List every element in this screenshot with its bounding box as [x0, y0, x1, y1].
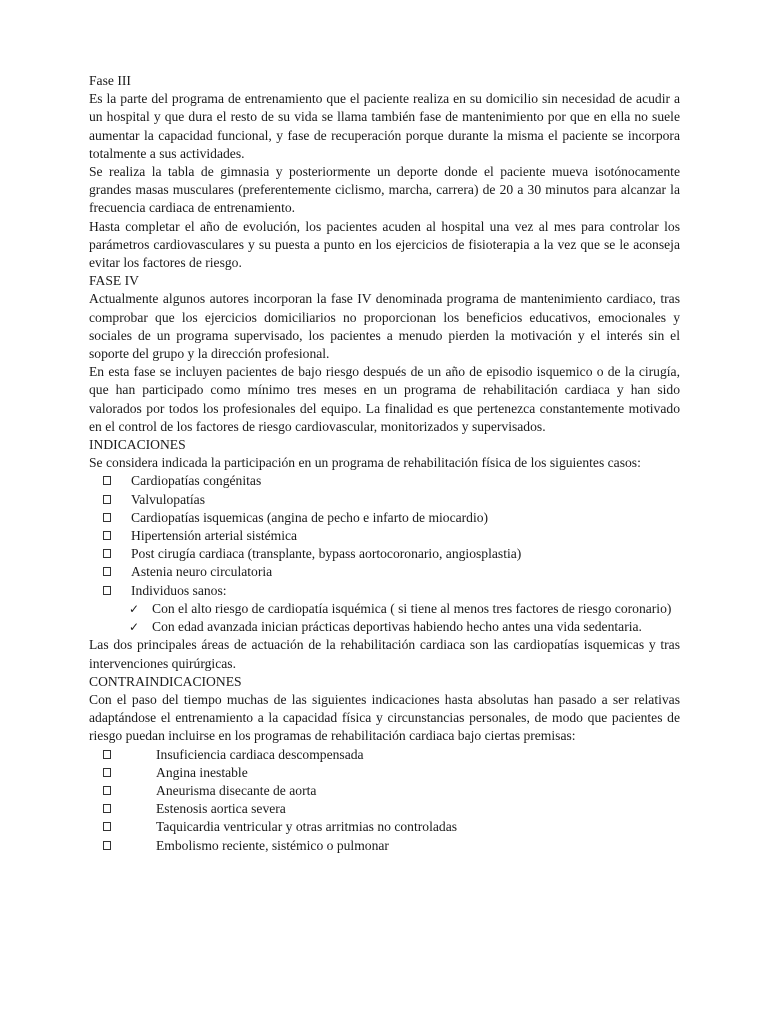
indicaciones-list: [89, 472, 680, 599]
list-item-label: Insuficiencia cardiaca descompensada: [156, 746, 364, 762]
paragraph: Es la parte del programa de entrenamiento que el paciente realiza en su domicilio sin necesidad de acudir a un hospital y que dura el resto de su vida se llama también fase de mantenimiento por que en ella no suele aumentar la capacidad funcional, y fase de recuperación porque durante la misma el paciente se incorpora totalmente a sus actividades.: [89, 91, 680, 161]
square-bullet-icon: [103, 513, 111, 522]
paragraph: En esta fase se incluyen pacientes de bajo riesgo después de un año de episodio isquemico o de la cirugía, que han participado como mínimo tres meses en un programa de rehabilitación cardiaca y han sido valorados por todos los profesionales del equipo. La finalidad es que pertenezca constantemente motivado en el control de los factores de riesgo cardiovascular, monitorizados y supervisados.: [89, 364, 680, 434]
checkmark-icon: ✓: [129, 620, 140, 635]
paragraph: Se realiza la tabla de gimnasia y posteriormente un deporte donde el paciente mueva isotónocamente grandes masas musculares (preferentemente ciclismo, marcha, carrera) de 20 a 30 minutos para alcanzar la frecuencia cardiaca de entrenamiento.: [89, 164, 680, 216]
list-item: [89, 764, 680, 782]
list-item: [89, 600, 680, 618]
list-item: [89, 618, 680, 636]
list-item: [89, 746, 680, 764]
document-body: [89, 72, 680, 855]
square-bullet-icon: [103, 804, 111, 813]
list-item: [89, 472, 680, 490]
list-item: [89, 527, 680, 545]
list-item-label: Hipertensión arterial sistémica: [131, 528, 298, 544]
heading-fase-iii: Fase III: [89, 73, 131, 88]
list-item: [89, 582, 680, 600]
list-item-label: Taquicardia ventricular y otras arritmias no controladas: [156, 819, 458, 835]
square-bullet-icon: [103, 750, 111, 759]
square-bullet-icon: [103, 768, 111, 777]
list-item: [89, 800, 680, 818]
paragraph: Se considera indicada la participación en un programa de rehabilitación física de los siguientes casos:: [89, 455, 641, 471]
list-item-label: Aneurisma disecante de aorta: [156, 782, 317, 798]
list-item: [89, 563, 680, 581]
square-bullet-icon: [103, 786, 111, 795]
list-item: [89, 545, 680, 563]
checkmark-icon: ✓: [129, 601, 140, 616]
paragraph: Hasta completar el año de evolución, los pacientes acuden al hospital una vez al mes para controlar los parámetros cardiovasculares y su puesta a punto en los ejercicios de fisioterapia a la vez que se le aconseja evitar los factores de riesgo.: [89, 218, 680, 271]
list-item-label: Individuos sanos:: [131, 582, 227, 598]
square-bullet-icon: [103, 586, 111, 595]
list-item-label: Valvulopatías: [131, 491, 205, 507]
list-item-label: Angina inestable: [156, 764, 248, 780]
list-item: [89, 491, 680, 509]
list-item: [89, 509, 680, 527]
square-bullet-icon: [103, 531, 111, 540]
square-bullet-icon: [103, 841, 111, 850]
heading-contraindicaciones: CONTRAINDICACIONES: [89, 673, 242, 689]
list-item: [89, 837, 680, 855]
heading-fase-iv: FASE IV: [89, 273, 139, 289]
paragraph: Las dos principales áreas de actuación de la rehabilitación cardiaca son las cardiopatías isquemicas y tras intervenciones quirúrgicas.: [89, 637, 680, 671]
square-bullet-icon: [103, 495, 111, 504]
list-item-label: Post cirugía cardiaca (transplante, bypass aortocoronario, angiosplastia): [131, 546, 522, 562]
square-bullet-icon: [103, 567, 111, 576]
list-item: [89, 782, 680, 800]
square-bullet-icon: [103, 476, 111, 485]
list-item-label: Cardiopatías isquemicas (angina de pecho e infarto de miocardio): [131, 509, 489, 525]
list-item-label: Con edad avanzada inician prácticas deportivas habiendo hecho antes una vida sedentaria.: [152, 619, 642, 635]
square-bullet-icon: [103, 822, 111, 831]
heading-indicaciones: INDICACIONES: [89, 437, 186, 453]
individuos-sanos-sublist: [89, 600, 680, 636]
paragraph: Actualmente algunos autores incorporan la fase IV denominada programa de mantenimiento cardiaco, tras comprobar que los ejercicios domiciliarios no proporcionan los beneficios educativos, emocionales y sociales de un programa supervisado, los pacientes a menudo pierden la motivación y el interés sin el soporte del grupo y la dirección profesional.: [89, 291, 680, 362]
list-item-label: Con el alto riesgo de cardiopatía isquémica ( si tiene al menos tres factores de riesgo coronario): [152, 600, 672, 616]
contraindicaciones-list: [89, 746, 680, 855]
list-item-label: Estenosis aortica severa: [156, 801, 286, 817]
list-item-label: Astenia neuro circulatoria: [131, 564, 273, 580]
list-item-label: Embolismo reciente, sistémico o pulmonar: [156, 837, 389, 853]
paragraph: Con el paso del tiempo muchas de las siguientes indicaciones hasta absolutas han pasado a ser relativas adaptándose el entrenamiento a la capacidad física y circunstancias personales, de modo que pacientes de riesgo puedan incluirse en los programas de rehabilitación cardiaca bajo ciertas premisas:: [89, 691, 680, 744]
list-item: [89, 818, 680, 836]
square-bullet-icon: [103, 549, 111, 558]
list-item-label: Cardiopatías congénitas: [131, 473, 262, 489]
